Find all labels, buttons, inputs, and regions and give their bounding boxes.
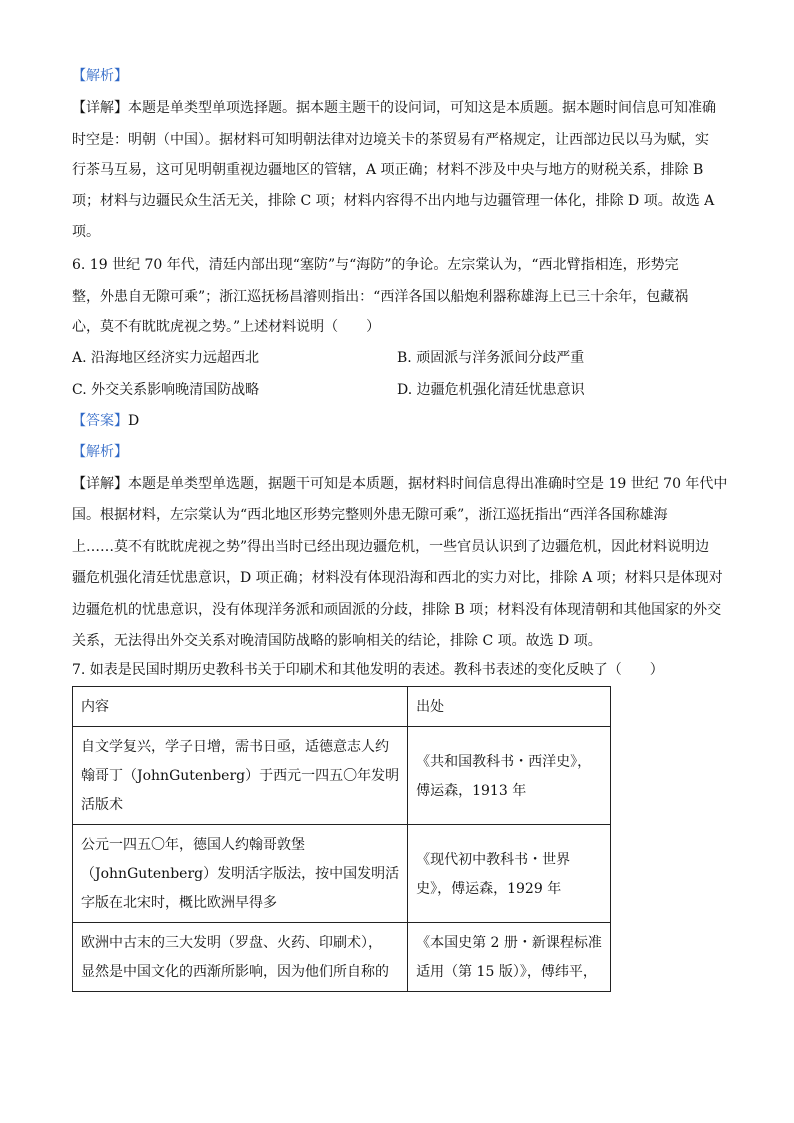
table-header-row	[73, 687, 611, 727]
table-row	[73, 727, 611, 825]
cell-line: 自文学复兴，学子日增，需书日亟，适德意志人约	[81, 739, 389, 755]
detail-text: 本题是单类型单项选择题。据本题主题干的设问词，可知这是本质题。据本题时间信息可知准确	[128, 100, 716, 116]
source-cell	[408, 923, 611, 992]
cell-line: 字版在北宋时，概比欧洲早得多	[81, 895, 277, 911]
cell-line: 傅运森，1913 年	[416, 782, 527, 799]
answer-line	[72, 411, 139, 431]
cell-line: 显然是中国文化的西渐所影响，因为他们所自称的	[81, 964, 389, 980]
cell-line: 《现代初中教科书・世界	[416, 851, 571, 868]
option-c: C. 外交关系影响晚清国防战略	[72, 382, 260, 398]
analysis-text-line: 项；材料与边疆民众生活无关，排除 C 项；材料内容得不出内地与边疆管理一体化，排除 D 项。故选 A	[72, 193, 715, 209]
detail-tag: 【详解】	[72, 100, 128, 116]
option-a: A. 沿海地区经济实力远超西北	[72, 350, 260, 366]
table-row	[73, 923, 611, 992]
cell-line: （JohnGutenberg）发明活字版法，按中国发明活	[81, 866, 400, 882]
analysis-text-line: 项。	[72, 224, 100, 240]
analysis-text-line: 上……莫不有眈眈虎视之势”得出当时已经出现边疆危机，一些官员认识到了边疆危机，因此材料说明边	[72, 539, 710, 555]
answer-tag: 【答案】	[72, 413, 128, 429]
source-cell	[408, 727, 611, 825]
option-b: B. 顽固派与洋务派间分歧严重	[397, 350, 585, 366]
question-6-line: 心，莫不有眈眈虎视之势。”上述材料说明（ ）	[72, 319, 381, 335]
cell-line: 活版术	[81, 797, 123, 813]
cell-line: 公元一四五〇年，德国人约翰哥敦堡	[81, 837, 305, 853]
analysis-detail-line	[72, 474, 727, 494]
content-cell	[73, 825, 408, 923]
question-6-line: 整，外患自无隙可乘”；浙江巡抚杨昌濬则指出：“西洋各国以船炮利器称雄海上已三十余年，包藏祸	[72, 289, 689, 305]
analysis-tag: 【解析】	[72, 68, 128, 84]
analysis-text-line: 时空是：明朝（中国）。据材料可知明朝法律对边境关卡的茶贸易有严格规定，让西部边民以马为赋，实	[72, 132, 709, 148]
cell-line: 适用（第 15 版）》，傅纬平，	[416, 964, 597, 980]
question-7-stem: 7. 如表是民国时期历史教科书关于印刷术和其他发明的表述。教科书表述的变化反映了（ ）	[72, 662, 664, 678]
source-table	[72, 686, 611, 992]
cell-line: 《本国史第 2 册・新课程标准	[416, 935, 602, 951]
detail-tag: 【详解】	[72, 476, 128, 492]
content-cell	[73, 923, 408, 992]
content-cell	[73, 727, 408, 825]
cell-line: 史》，傅运森，1929 年	[416, 880, 562, 897]
option-d: D. 边疆危机强化清廷忧患意识	[397, 382, 585, 398]
analysis-text-line: 关系，无法得出外交关系对晚清国防战略的影响相关的结论，排除 C 项。故选 D 项。	[72, 633, 602, 649]
analysis-text-line: 国。根据材料，左宗棠认为“西北地区形势完整则外患无隙可乘”，浙江巡抚指出“西洋各国称雄海	[72, 507, 668, 523]
cell-line: 欧洲中古末的三大发明（罗盘、火药、印刷术），	[81, 935, 382, 951]
cell-line: 《共和国教科书・西洋史》，	[416, 753, 592, 770]
analysis-text-line: 疆危机强化清廷忧患意识，D 项正确；材料没有体现沿海和西北的实力对比，排除 A 项；材料只是体现对	[72, 570, 723, 586]
analysis-tag: 【解析】	[72, 444, 128, 460]
header-source: 出处	[408, 687, 611, 727]
detail-text: 本题是单类型单选题，据题干可知是本质题，据材料时间信息得出准确时空是 19 世纪 70 年代中	[128, 476, 728, 492]
source-cell	[408, 825, 611, 923]
analysis-detail-line	[72, 98, 716, 118]
analysis-text-line: 边疆危机的忧患意识，没有体现洋务派和顽固派的分歧，排除 B 项；材料没有体现清朝和其他国家的外交	[72, 602, 722, 618]
analysis-text-line: 行茶马互易，这可见明朝重视边疆地区的管辖，A 项正确；材料不涉及中央与地方的财税关系，排除 B	[72, 162, 704, 178]
cell-line: 翰哥丁（JohnGutenberg）于西元一四五〇年发明	[81, 768, 400, 784]
question-6-line: 6. 19 世纪 70 年代，清廷内部出现“塞防”与“海防”的争论。左宗棠认为，“西北臂指相连，形势完	[72, 257, 679, 273]
answer-value: D	[128, 413, 140, 429]
header-content: 内容	[73, 687, 408, 727]
table-row	[73, 825, 611, 923]
